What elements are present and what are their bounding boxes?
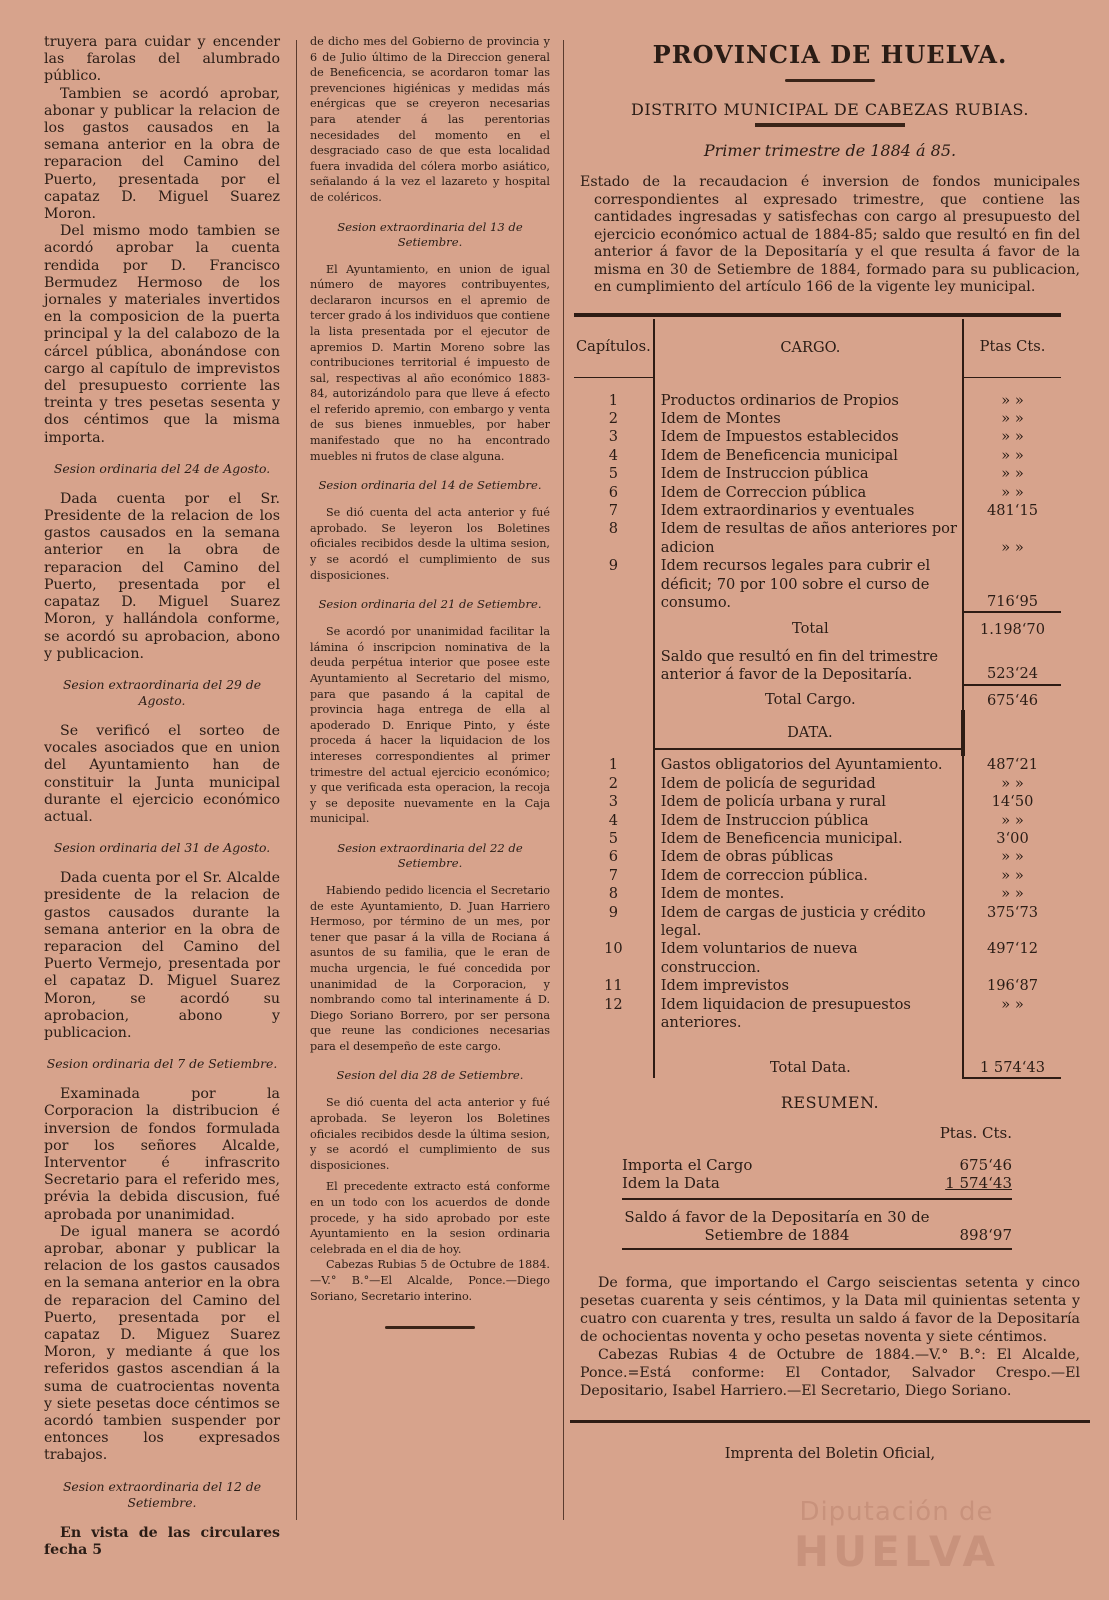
header-cargo: CARGO. bbox=[654, 319, 963, 378]
district-title: DISTRITO MUNICIPAL DE CABEZAS RUBIAS. bbox=[630, 100, 1030, 119]
total-amount: 1.198‘70 bbox=[963, 612, 1061, 639]
accounts-table bbox=[574, 313, 1061, 1079]
summary-row-saldo: Saldo á favor de la Depositaría en 30 de Setiembre de 1884 898‘97 bbox=[624, 1207, 1012, 1244]
total-cargo-amount: 675‘46 bbox=[963, 685, 1061, 710]
table-row: 10 Idem voluntarios de nueva construccion. 497‘12 bbox=[574, 940, 1061, 977]
table-row: 2 Idem de Montes » » bbox=[574, 410, 1061, 428]
summary-ptas-header: Ptas. Cts. bbox=[939, 1123, 1012, 1142]
paragraph: Se dió cuenta del acta anterior y fué aprobada. Se leyeron los Boletines oficiales recibidos desde la última sesion, y se acordó el cumplimiento de sus disposiciones. bbox=[310, 1096, 550, 1172]
total-data-amount: 1 574‘43 bbox=[963, 1059, 1061, 1078]
intro-paragraph: Estado de la recaudacion é inversion de fondos municipales correspondientes al expresado trimestre, que contiene las cantidades ingresadas y satisfechas con cargo al presupuesto del ejercicio económico actual de 1884-85; saldo que resultó en fin del anterior á favor de la Depositaría y el que resulta á favor de la misma en 30 de Setiembre de 1884, formado para su publicacion, en cumplimiento del artículo 166 de la vigente ley municipal. bbox=[580, 174, 1080, 295]
paragraph: Se dió cuenta del acta anterior y fué aprobado. Se leyeron los Boletines oficiales recibidos desde la ultima sesion, y se acordó el cumplimiento de sus disposiciones. bbox=[310, 506, 550, 582]
saldo-label: Saldo que resultó en fin del trimestre anterior á favor de la Depositaría. bbox=[654, 640, 963, 685]
table-row: 6 Idem de obras públicas » » bbox=[574, 848, 1061, 866]
session-heading: Sesion del dia 28 de Setiembre. bbox=[336, 1068, 524, 1083]
header-capitulos: Capítulos. bbox=[576, 338, 651, 356]
column-divider-2 bbox=[563, 40, 564, 1520]
table-row: 9 Idem recursos legales para cubrir el déficit; 70 por 100 sobre el curso de consumo. 716‘95 bbox=[574, 557, 1061, 612]
table-row: 4 Idem de Beneficencia municipal » » bbox=[574, 447, 1061, 465]
paragraph: Se acordó por unanimidad facilitar la lámina ó inscripcion nominativa de la deuda perpétua interior que posee este Ayuntamiento al Secretario del mismo, para que pasando á la capital de provincia haga entrega de ella al apoderado D. Enrique Pinto, y éste proceda á hacer la liquidacion de los intereses correspondientes al primer trimestre del actual ejercicio económico; y que verificada esta operacion, la recoja y se deposite nuevamente en la Caja municipal. bbox=[310, 625, 550, 826]
session-heading: Sesion extraordinaria del 12 de Setiembre. bbox=[62, 1478, 262, 1510]
table-row: 5 Idem de Instruccion pública » » bbox=[574, 465, 1061, 483]
title-bar bbox=[755, 123, 905, 127]
summary-row-cargo: Importa el Cargo 675‘46 bbox=[622, 1155, 1012, 1174]
total-cargo-label: Total Cargo. bbox=[654, 685, 963, 710]
paragraph: Examinada por la Corporacion la distribucion é inversion de fondos formulada por los señores Alcalde, Interventor é infrascrito Secretario para el referido mes, prévia la debida discusion, fué aprobada por unanimidad. bbox=[44, 1086, 280, 1223]
header-ptas: Ptas Cts. bbox=[963, 319, 1061, 378]
table-row: 1 Gastos obligatorios del Ayuntamiento. 487‘21 bbox=[574, 756, 1061, 774]
page-title: PROVINCIA DE HUELVA. bbox=[652, 40, 1008, 69]
column-2 bbox=[310, 34, 550, 1329]
table-row: 7 Idem de correccion pública. » » bbox=[574, 867, 1061, 885]
column-3 bbox=[576, 34, 1080, 1462]
table-row: 4 Idem de Instruccion pública » » bbox=[574, 812, 1061, 830]
ornament-rule bbox=[785, 79, 875, 82]
table-row: 2 Idem de policía de seguridad » » bbox=[574, 775, 1061, 793]
session-heading: Sesion ordinaria del 31 de Agosto. bbox=[53, 840, 271, 856]
paragraph: Del mismo modo tambien se acordó aprobar la cuenta rendida por D. Francisco Bermudez Hermoso de los jornales y materiales invertidos en la composicion de la puerta principal y la del calabozo de la cárcel pública, abonándose con cargo al capítulo de imprevistos del presupuesto corriente las treinta y tres pesetas sesenta y dos céntimos que la misma importa. bbox=[44, 223, 280, 446]
table-row: 11 Idem imprevistos 196‘87 bbox=[574, 977, 1061, 995]
total-data-label: Total Data. bbox=[654, 1059, 963, 1078]
paragraph: Habiendo pedido licencia el Secretario de este Ayuntamiento, D. Juan Harriero Hermoso, por término de un mes, por tener que pasar á la villa de Rociana á asuntos de su familia, que le eran de mucha urgencia, le fué concedida por unanimidad de la Corporacion, y nombrando como tal interinamente á D. Diego Soriano Borrero, por ser persona que reune las condiciones necesarias para el desempeño de este cargo. bbox=[310, 883, 550, 1053]
signature-paragraph: Cabezas Rubias 5 de Octubre de 1884.—V.° B.°—El Alcalde, Ponce.—Diego Soriano, Secretario interino. bbox=[310, 1258, 550, 1303]
table-row: 8 Idem de montes. » » bbox=[574, 885, 1061, 903]
session-heading: Sesion ordinaria del 7 de Setiembre. bbox=[46, 1056, 278, 1072]
paragraph: De forma, que importando el Cargo seiscientas setenta y cinco pesetas cuarenta y seis céntimos, y la Data mil quinientas setenta y cuatro con cuarenta y tres, resulta un saldo á favor de la Depositaría de ochocientas noventa y ocho pesetas noventa y siete céntimos. bbox=[580, 1274, 1080, 1345]
total-label: Total bbox=[654, 612, 963, 639]
quarter-subtitle: Primer trimestre de 1884 á 85. bbox=[703, 141, 957, 160]
session-heading: Sesion ordinaria del 14 de Setiembre. bbox=[318, 478, 542, 493]
session-heading: Sesion extraordinaria del 13 de Setiembre. bbox=[337, 219, 523, 249]
column-divider-1 bbox=[296, 40, 297, 1520]
paragraph: Tambien se acordó aprobar, abonar y publicar la relacion de los gastos causados en la semana anterior en la obra de reparacion del Camino del Puerto, presentada por el capataz D. Miguel Suarez Moron. bbox=[44, 85, 280, 223]
watermark-logo: Diputación de HUELVA bbox=[793, 1497, 999, 1576]
paragraph: Dada cuenta por el Sr. Alcalde presidente de la relacion de gastos causados durante la semana anterior en la obra de reparacion del Camino del Puerto Vermejo, presentada por el capataz D. Miguel Suarez Moron, se acordó su aprobacion, abono y publicacion. bbox=[44, 870, 280, 1041]
signature-paragraph: Cabezas Rubias 4 de Octubre de 1884.—V.° B.°: El Alcalde, Ponce.=Está conforme: El Contador, Salvador Crespo.—El Depositario, Isabel Harriero.—El Secretario, Diego Soriano. bbox=[580, 1346, 1080, 1399]
session-heading: Sesion extraordinaria del 22 de Setiembre. bbox=[337, 840, 523, 870]
paragraph: truyera para cuidar y encender las farolas del alumbrado público. bbox=[44, 34, 280, 85]
table-row: 6 Idem de Correccion pública » » bbox=[574, 484, 1061, 502]
paragraph: El Ayuntamiento, en union de igual número de mayores contribuyentes, declararon incursos en el apremio de tercer grado á los individuos que contiene la lista presentada por el ejecutor de apremios D. Martin Moreno sobre las contribuciones territorial é impuesto de sal, respectivas al año económico 1883-84, autorizándolo para que lleve á efecto el referido apremio, con embargo y venta de sus bienes inmuebles, por haber manifestado que no ha encontrado muebles ni frutos de clase alguna. bbox=[310, 262, 550, 463]
paragraph: Se verificó el sorteo de vocales asociados que en union del Ayuntamiento han de constituir la Junta municipal durante el ejercicio económico actual. bbox=[44, 722, 280, 825]
paragraph: En vista de las circulares fecha 5 bbox=[44, 1524, 280, 1558]
table-row: 3 Idem de Impuestos establecidos » » bbox=[574, 428, 1061, 446]
paragraph: De igual manera se acordó aprobar, abonar y publicar la relacion de los gastos causados en la semana anterior en la obra de reparacion del Camino del Puerto, presentada por el capataz D. Miguez Suarez Moron, y mediante á que los referidos gastos ascendian á la suma de cuatrocientas noventa y siete pesetas doce céntimos se acordó tambien suspender por entonces los expresados trabajos. bbox=[44, 1223, 280, 1464]
printer-credit: Imprenta del Boletin Oficial, bbox=[724, 1444, 936, 1462]
paragraph: Dada cuenta por el Sr. Presidente de la relacion de los gastos causados en la semana anterior en la obra de reparacion del Camino del Puerto, presentada por el capataz D. Miguel Suarez Moron, y hallándola conforme, se acordó su aprobacion, abono y publicacion. bbox=[44, 490, 280, 662]
paragraph: de dicho mes del Gobierno de provincia y 6 de Julio último de la Direccion general de Beneficencia, se acordaron tomar las prevenciones higiénicas y medidas más enérgicas que se creyeron necesarias para atender á las perentorias necesidades del momento en el desgraciado caso de que esta localidad fuera invadida del cólera morbo asiático, señalando á la vez el lazareto y hospital de coléricos. bbox=[310, 35, 550, 204]
resumen-heading: RESUMEN. bbox=[780, 1092, 880, 1112]
summary-table bbox=[622, 1124, 1012, 1250]
table-row: 3 Idem de policía urbana y rural 14‘50 bbox=[574, 793, 1061, 811]
table-row: 1 Productos ordinarios de Propios » » bbox=[574, 392, 1061, 410]
paragraph: El precedente extracto está conforme en un todo con los acuerdos de donde procede, y ha sido aprobado por este Ayuntamiento en la sesion ordinaria celebrada en el dia de hoy. bbox=[310, 1180, 550, 1256]
table-row: 7 Idem extraordinarios y eventuales 481‘15 bbox=[574, 502, 1061, 520]
ornament-rule bbox=[385, 1326, 475, 1329]
data-header: DATA. bbox=[654, 710, 963, 749]
saldo-amount: 523‘24 bbox=[963, 640, 1061, 685]
table-row: 12 Idem liquidacion de presupuestos anteriores. » » bbox=[574, 996, 1061, 1033]
table-row: 8 Idem de resultas de años anteriores por adicion » » bbox=[574, 520, 1061, 557]
footer-rule bbox=[570, 1420, 1090, 1423]
column-1 bbox=[44, 34, 280, 1559]
session-heading: Sesion extraordinaria del 29 de Agosto. bbox=[62, 676, 262, 708]
table-row: 9 Idem de cargas de justicia y crédito legal. 375‘73 bbox=[574, 904, 1061, 941]
table-row: 5 Idem de Beneficencia municipal. 3‘00 bbox=[574, 830, 1061, 848]
session-heading: Sesion ordinaria del 21 de Setiembre. bbox=[318, 597, 542, 612]
summary-row-data: Idem la Data 1 574‘43 bbox=[622, 1173, 1012, 1192]
closing-text bbox=[580, 1274, 1080, 1400]
session-heading: Sesion ordinaria del 24 de Agosto. bbox=[53, 460, 271, 476]
